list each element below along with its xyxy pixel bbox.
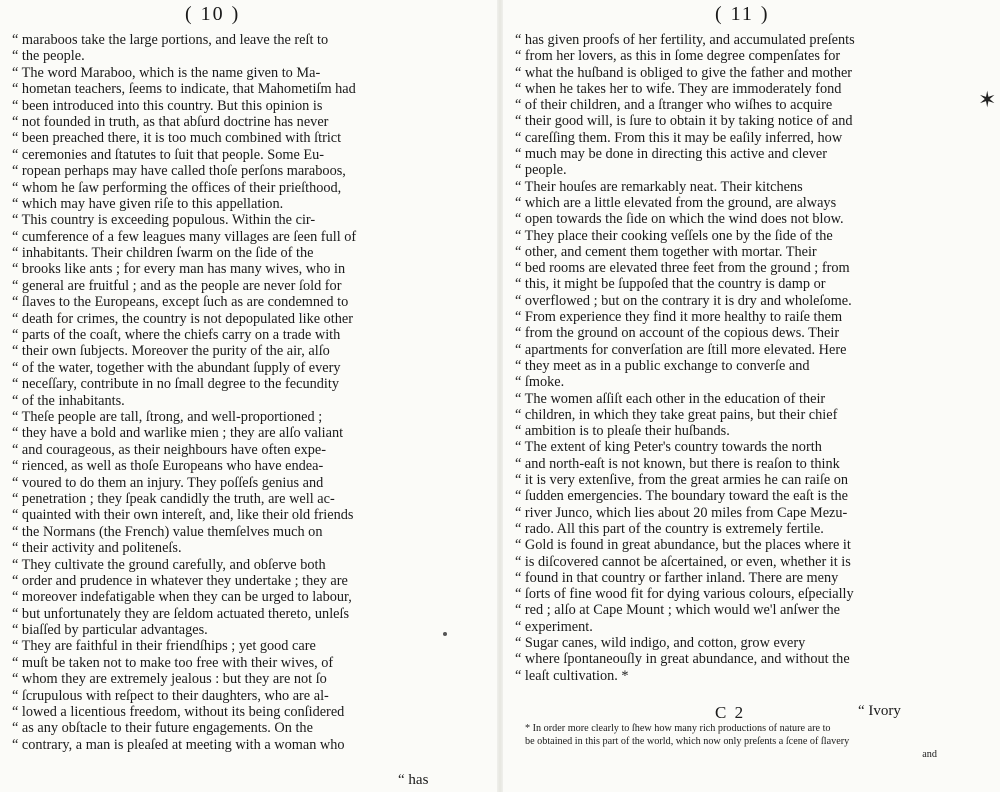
text-line: “ ſudden emergencies. The boundary toward the eaſt is the [515, 488, 848, 505]
text-line: “ rado. All this part of the country is extremely fertile. [515, 520, 824, 537]
text-line: “ contrary, a man is pleaſed at meeting with a woman who [12, 736, 345, 753]
text-line: “ people. [515, 162, 567, 179]
text-line: “ of the water, together with the abundant ſupply of every [12, 359, 341, 376]
text-line: “ their own ſubjects. Moreover the purity of the air, alſo [12, 343, 330, 360]
right-page [500, 0, 1000, 792]
text-line: “ biaſſed by particular advantages. [12, 622, 208, 639]
text-line: “ The extent of king Peter's country towards the north [515, 439, 822, 456]
text-line: “ found in that country or farther inland. There are meny [515, 569, 839, 586]
text-line: “ whom they are extremely jealous : but they are not ſo [12, 671, 327, 688]
text-line: “ order and prudence in whatever they undertake ; they are [12, 572, 348, 589]
text-line: “ hometan teachers, ſeems to indicate, that Mahometiſm had [12, 81, 356, 98]
page-number-right: ( 11 ) [715, 3, 770, 25]
text-line: “ been introduced into this country. But this opinion is [12, 97, 323, 114]
footnote [525, 722, 937, 761]
text-line: “ and courageous, as their neighbours have often expe- [12, 441, 327, 458]
text-line: “ open towards the ſide on which the wind does not blow. [515, 211, 844, 228]
text-line: “ but unfortunately they are ſeldom actuated thereto, unleſs [12, 605, 350, 622]
text-line: “ careſſing them. From this it may be eaſily inferred, how [515, 129, 843, 146]
text-line: “ inhabitants. Their children ſwarm on the ſide of the [12, 245, 314, 262]
footnote-line: be obtained in this part of the world, which now only preſents a ſcene of ſlavery [525, 736, 850, 747]
text-line: “ ſmoke. [515, 374, 565, 391]
text-line: “ where ſpontaneouſly in great abundance, and without the [515, 651, 850, 668]
text-line: “ ſcrupulous with reſpect to their daughters, who are al- [12, 687, 329, 704]
text-line: “ children, in which they take great pains, but their chief [515, 406, 838, 423]
text-line: “ muſt be taken not to make too free with their wives, of [12, 654, 334, 671]
text-line: “ other, and cement them together with mortar. Their [515, 243, 817, 260]
text-line: “ not founded in truth, as that abſurd doctrine has never [12, 113, 329, 130]
text-line: “ what the huſband is obliged to give the father and mother [515, 64, 853, 81]
text-line: “ neceſſary, contribute in no ſmall degree to the fecundity [12, 376, 339, 393]
text-line: “ whom he ſaw performing the offices of their prieſthood, [12, 179, 342, 196]
text-line: “ ſlaves to the Europeans, except ſuch as are condemned to [12, 294, 349, 311]
text-line: “ of the inhabitants. [12, 392, 125, 409]
text-line: “ They are faithful in their friendſhips ; yet good care [12, 638, 316, 655]
right-page-text [515, 32, 937, 684]
text-line: “ they have a bold and warlike mien ; they are alſo valiant [12, 425, 344, 442]
text-line: “ their activity and politeneſs. [12, 540, 182, 557]
text-line: “ Their houſes are remarkably neat. Their kitchens [515, 178, 803, 195]
text-line: “ parts of the coaſt, where the chiefs carry on a trade with [12, 327, 341, 344]
text-line: “ brooks like ants ; for every man has many wives, who in [12, 261, 346, 278]
text-line: “ voured to do them an injury. They poſſeſs genius and [12, 474, 324, 491]
text-line: “ From experience they find it more healthy to raiſe them [515, 309, 843, 326]
text-line: “ overflowed ; but on the contrary it is dry and wholeſome. [515, 292, 852, 309]
page-number-left: ( 10 ) [185, 3, 241, 25]
text-line: “ ropean perhaps may have called thoſe perſons maraboos, [12, 163, 346, 180]
text-line: “ it is very extenſive, from the great armies he can raiſe on [515, 472, 849, 489]
text-line: “ the people. [12, 48, 85, 65]
text-line: “ They place their cooking veſſels one by the ſide of the [515, 227, 833, 244]
text-line: “ This country is exceeding populous. Within the cir- [12, 212, 316, 229]
catchword-left: “ has [398, 772, 429, 788]
text-line: “ from the ground on account of the copious dews. Their [515, 325, 840, 342]
signature-mark: C 2 [715, 703, 746, 722]
text-line: “ maraboos take the large portions, and leave the reſt to [12, 32, 329, 48]
text-line: “ lowed a licentious freedom, without its being conſidered [12, 704, 345, 721]
text-line: “ cumference of a few leagues many villages are ſeen full of [12, 228, 357, 245]
footnote-line: * In order more clearly to ſhew how many rich productions of nature are to [525, 723, 831, 734]
text-line: “ been preached there, it is too much combined with ſtrict [12, 130, 342, 147]
text-line: “ their good will, is ſure to obtain it by taking notice of and [515, 113, 853, 130]
text-line: “ They cultivate the ground carefully, and obſerve both [12, 556, 326, 573]
text-line: “ of their children, and a ſtranger who wiſhes to acquire [515, 97, 833, 114]
text-line: “ when he takes her to wife. They are immoderately fond [515, 80, 842, 97]
text-line: “ The women aſſiſt each other in the education of their [515, 390, 826, 407]
left-page-text [12, 32, 430, 753]
text-line: “ bed rooms are elevated three feet from the ground ; from [515, 260, 850, 277]
asterisk-margin-mark-icon: ✶ [978, 88, 997, 113]
text-line: “ The word Maraboo, which is the name given to Ma- [12, 64, 321, 81]
text-line: “ which may have given riſe to this appellation. [12, 195, 284, 212]
text-line: “ moreover indefatigable when they can be urged to labour, [12, 589, 352, 606]
text-line: “ quainted with their own intereſt, and, like their old friends [12, 507, 354, 524]
text-line: “ death for crimes, the country is not depopulated like other [12, 310, 354, 327]
text-line: “ ſorts of fine wood fit for dying various colours, eſpecially [515, 586, 854, 603]
text-line: “ as any obſtacle to their future engagements. On the [12, 720, 313, 737]
text-line: “ much may be done in directing this active and clever [515, 146, 828, 163]
ink-dot [443, 632, 447, 636]
text-line: “ experiment. [515, 618, 593, 635]
text-line: “ Gold is found in great abundance, but the places where it [515, 537, 851, 554]
text-line: “ leaſt cultivation. * [515, 667, 629, 684]
text-line: “ has given proofs of her fertility, and accumulated preſents [515, 32, 855, 48]
text-line: “ the Normans (the French) value themſelves much on [12, 523, 323, 540]
footnote-line: and [922, 749, 937, 760]
text-line: “ ceremonies and ſtatutes to ſuit that people. Some Eu- [12, 146, 325, 163]
catchword-right: “ Ivory [858, 703, 901, 719]
text-line: “ Theſe people are tall, ſtrong, and well-proportioned ; [12, 408, 323, 425]
text-line: “ from her lovers, as this in ſome degree compenſates for [515, 48, 841, 65]
text-line: “ ambition is to pleaſe their huſbands. [515, 423, 730, 440]
text-line: “ red ; alſo at Cape Mount ; which would we'l anſwer the [515, 602, 840, 619]
text-line: “ which are a little elevated from the ground, are always [515, 194, 837, 211]
text-line: “ they meet as in a public exchange to converſe and [515, 357, 810, 374]
text-line: “ rienced, as well as thoſe Europeans who have endea- [12, 458, 324, 475]
text-line: “ is diſcovered cannot be aſcertained, or even, whether it is [515, 553, 851, 570]
text-line: “ penetration ; they ſpeak candidly the truth, are well ac- [12, 490, 335, 507]
text-line: “ general are fruitful ; and as the people are never ſold for [12, 277, 342, 294]
text-line: “ apartments for converſation are ſtill more elevated. Here [515, 341, 847, 358]
text-line: “ and north-eaſt is not known, but there is reaſon to think [515, 455, 840, 472]
text-line: “ Sugar canes, wild indigo, and cotton, grow every [515, 634, 806, 651]
text-line: “ river Junco, which lies about 20 miles from Cape Mezu- [515, 504, 848, 521]
text-line: “ this, it might be ſuppoſed that the country is damp or [515, 276, 826, 293]
